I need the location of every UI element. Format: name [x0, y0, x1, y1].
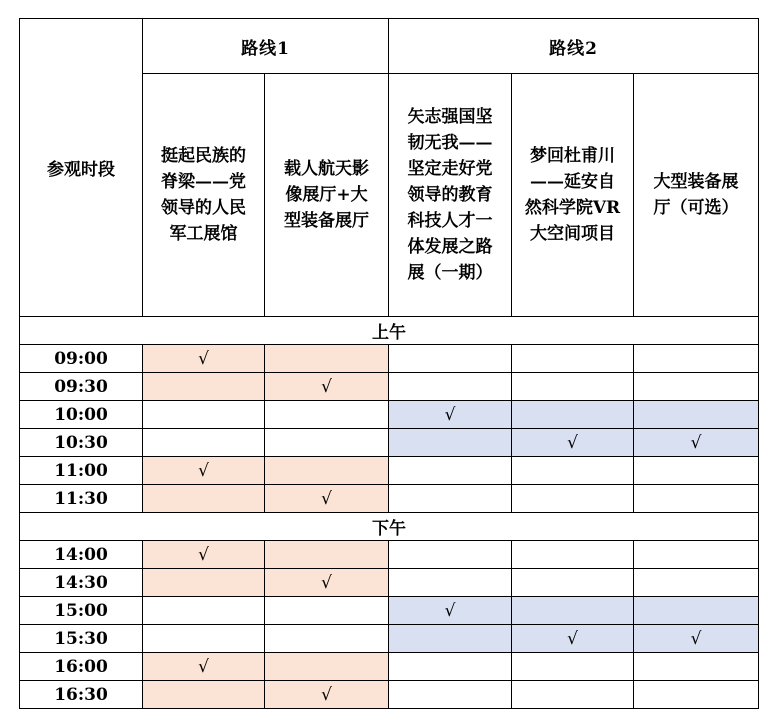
schedule-cell — [634, 457, 759, 485]
check-mark: √ — [634, 429, 759, 457]
section-label: 下午 — [20, 513, 759, 541]
schedule-row — [20, 597, 759, 625]
schedule-cell — [143, 401, 265, 429]
schedule-cell — [265, 625, 389, 653]
schedule-cell — [143, 485, 265, 513]
schedule-row — [20, 625, 759, 653]
route-1-header: 路线1 — [143, 19, 389, 74]
check-mark: √ — [512, 625, 634, 653]
schedule-cell — [512, 541, 634, 569]
schedule-cell — [389, 457, 512, 485]
check-mark: √ — [143, 345, 265, 373]
exhibit-header-space-equipment: 载人航天影像展厅+大型装备展厅 — [265, 74, 389, 317]
schedule-row — [20, 681, 759, 709]
schedule-cell — [512, 569, 634, 597]
schedule-cell — [389, 625, 512, 653]
check-mark: √ — [389, 401, 512, 429]
schedule-row — [20, 345, 759, 373]
schedule-cell — [389, 681, 512, 709]
time-slot: 09:30 — [20, 373, 143, 401]
time-slot: 14:00 — [20, 541, 143, 569]
schedule-cell — [265, 541, 389, 569]
schedule-cell — [512, 457, 634, 485]
exhibit-header-large-equipment-optional: 大型装备展厅（可选） — [634, 74, 759, 317]
schedule-cell — [143, 597, 265, 625]
schedule-row — [20, 457, 759, 485]
schedule-cell — [389, 485, 512, 513]
check-mark: √ — [143, 457, 265, 485]
schedule-cell — [634, 401, 759, 429]
check-mark: √ — [143, 653, 265, 681]
check-mark: √ — [143, 541, 265, 569]
schedule-cell — [512, 373, 634, 401]
schedule-cell — [143, 429, 265, 457]
exhibit-header-military-industry: 挺起民族的脊梁——党领导的人民军工展馆 — [143, 74, 265, 317]
schedule-row — [20, 569, 759, 597]
schedule-cell — [634, 597, 759, 625]
schedule-cell — [143, 569, 265, 597]
schedule-row — [20, 653, 759, 681]
schedule-cell — [265, 345, 389, 373]
schedule-cell — [512, 401, 634, 429]
schedule-cell — [389, 345, 512, 373]
schedule-cell — [143, 681, 265, 709]
check-mark: √ — [265, 569, 389, 597]
schedule-cell — [389, 429, 512, 457]
schedule-cell — [265, 429, 389, 457]
check-mark: √ — [512, 429, 634, 457]
schedule-row — [20, 429, 759, 457]
schedule-cell — [634, 541, 759, 569]
schedule-cell — [634, 681, 759, 709]
schedule-row — [20, 485, 759, 513]
check-mark: √ — [265, 681, 389, 709]
check-mark: √ — [634, 625, 759, 653]
schedule-cell — [389, 653, 512, 681]
check-mark: √ — [265, 373, 389, 401]
schedule-cell — [265, 597, 389, 625]
schedule-cell — [265, 653, 389, 681]
check-mark: √ — [265, 485, 389, 513]
schedule-cell — [634, 345, 759, 373]
schedule-cell — [512, 653, 634, 681]
schedule-row — [20, 401, 759, 429]
visit-schedule-table — [19, 18, 759, 709]
section-label: 上午 — [20, 317, 759, 345]
schedule-cell — [512, 597, 634, 625]
time-slot: 10:00 — [20, 401, 143, 429]
schedule-cell — [512, 681, 634, 709]
schedule-cell — [143, 625, 265, 653]
schedule-cell — [389, 569, 512, 597]
schedule-cell — [265, 457, 389, 485]
schedule-cell — [512, 345, 634, 373]
schedule-row — [20, 373, 759, 401]
schedule-cell — [634, 485, 759, 513]
schedule-cell — [389, 541, 512, 569]
schedule-cell — [634, 373, 759, 401]
visit-period-header: 参观时段 — [20, 19, 143, 317]
time-slot: 16:30 — [20, 681, 143, 709]
schedule-cell — [512, 485, 634, 513]
exhibit-header-vr-project: 梦回杜甫川——延安自然科学院VR大空间项目 — [512, 74, 634, 317]
time-slot: 11:30 — [20, 485, 143, 513]
route-2-header: 路线2 — [389, 19, 759, 74]
time-slot: 16:00 — [20, 653, 143, 681]
schedule-row — [20, 541, 759, 569]
check-mark: √ — [389, 597, 512, 625]
time-slot: 15:30 — [20, 625, 143, 653]
exhibit-header-education-science: 矢志强国坚韧无我——坚定走好党领导的教育科技人才一体发展之路展（一期） — [389, 74, 512, 317]
time-slot: 14:30 — [20, 569, 143, 597]
schedule-cell — [389, 373, 512, 401]
schedule-cell — [634, 653, 759, 681]
schedule-cell — [634, 569, 759, 597]
schedule-cell — [265, 401, 389, 429]
time-slot: 15:00 — [20, 597, 143, 625]
time-slot: 10:30 — [20, 429, 143, 457]
time-slot: 09:00 — [20, 345, 143, 373]
time-slot: 11:00 — [20, 457, 143, 485]
schedule-cell — [143, 373, 265, 401]
